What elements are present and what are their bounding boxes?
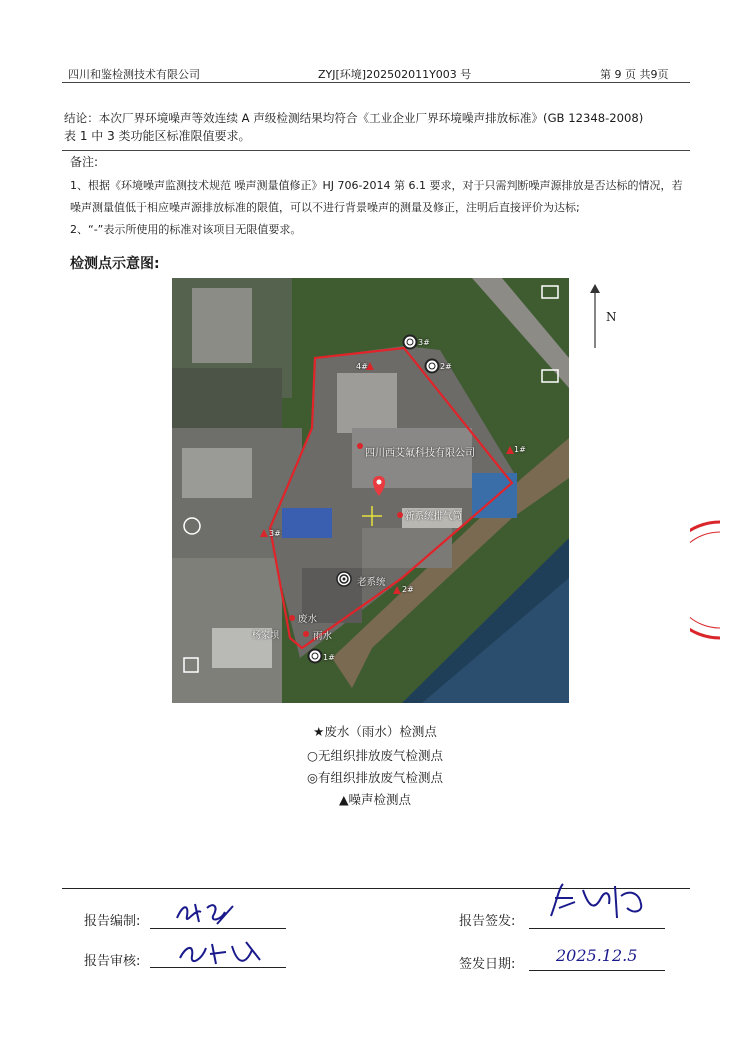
header-company: 四川和鉴检测技术有限公司	[68, 68, 200, 81]
site-map	[172, 278, 569, 703]
label-wastewater: 废水	[298, 614, 318, 625]
approved-signature	[545, 880, 655, 924]
north-arrow-icon	[585, 284, 605, 354]
notes-title: 备注:	[70, 155, 99, 169]
label-noise-1: 1#	[514, 445, 526, 454]
header-rule	[62, 82, 690, 83]
seal-stamp	[690, 520, 720, 640]
legend-wastewater: ★废水（雨水）检测点	[313, 724, 437, 739]
legend-noise: ▲噪声检测点	[338, 792, 412, 807]
issue-date-line	[529, 970, 665, 971]
label-new-system: 新系统排气筒	[405, 511, 463, 522]
reviewed-signature	[176, 936, 266, 972]
label-gas-2: 2#	[440, 362, 452, 371]
label-noise-3: 3#	[269, 529, 281, 538]
label-company: 四川西艾氟科技有限公司	[365, 448, 475, 459]
conclusion-line-1: 结论：本次厂界环境噪声等效连续 A 声级检测结果均符合《工业企业厂界环境噪声排放标准》(GB 12348-2008)	[64, 111, 644, 125]
label-noise-2: 2#	[402, 585, 414, 594]
header-report-number: ZYJ[环境]202502011Y003 号	[318, 68, 472, 81]
header-page-number: 第 9 页 共9页	[600, 68, 669, 81]
label-road: 杨家坝	[252, 631, 280, 641]
notes-item-1-line-2: 噪声测量值低于相应噪声源排放标准的限值，可以不进行背景噪声的测量及修正，注明后直接评价为达标;	[70, 201, 580, 214]
conclusion-line-2: 表 1 中 3 类功能区标准限值要求。	[64, 129, 251, 143]
legend-organized-gas: ◎有组织排放废气检测点	[307, 770, 443, 785]
issue-date-value: 2025.12.5	[556, 946, 638, 965]
label-noise-4: 4#	[356, 362, 368, 371]
label-gas-1: 1#	[323, 653, 335, 662]
approved-signature-line	[529, 928, 665, 929]
map-imagery	[172, 278, 569, 703]
diagram-title: 检测点示意图:	[70, 256, 160, 272]
reviewed-label: 报告审核:	[84, 954, 141, 969]
approved-label: 报告签发:	[459, 914, 516, 929]
issue-date-label: 签发日期:	[459, 957, 516, 972]
compiled-signature	[173, 898, 243, 934]
label-rainwater: 雨水	[313, 631, 333, 642]
label-old-system: 老系统	[357, 577, 386, 588]
legend-unorganized-gas: ○无组织排放废气检测点	[307, 748, 443, 763]
section-rule	[62, 150, 690, 151]
notes-item-2: 2、“-”表示所使用的标准对该项目无限值要求。	[70, 223, 302, 236]
label-gas-3: 3#	[418, 338, 430, 347]
notes-item-1-line-1: 1、根据《环境噪声监测技术规范 噪声测量值修正》HJ 706-2014 第 6.1 要求，对于只需判断噪声源排放是否达标的情况，若	[70, 179, 683, 192]
north-label: N	[606, 310, 617, 324]
compiled-label: 报告编制:	[84, 914, 141, 929]
